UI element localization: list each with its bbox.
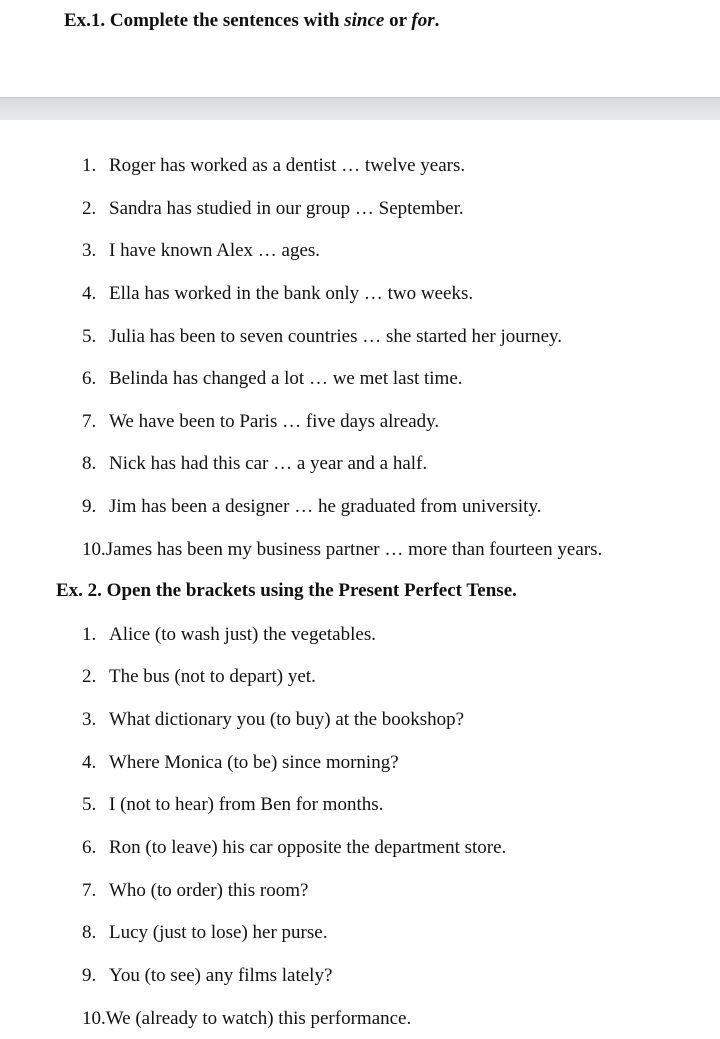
list-item-number: 10. [82, 539, 106, 560]
ex1-list-item [82, 539, 602, 561]
ex1-list-item [82, 496, 541, 518]
list-item-number: 3. [82, 709, 97, 730]
list-item-text: Lucy (just to lose) her purse. [109, 922, 328, 943]
ex2-list-item [82, 1008, 411, 1030]
ex1-list-item [82, 198, 464, 220]
ex1-list-item [82, 283, 473, 305]
list-item-text: Alice (to wash just) the vegetables. [109, 624, 376, 645]
ex2-list-item [82, 709, 464, 731]
list-item-number: 10. [82, 1008, 106, 1029]
list-item-text: Roger has worked as a dentist … twelve years. [109, 155, 466, 176]
ex1-list-item [82, 411, 439, 433]
page-top-section [0, 0, 720, 97]
list-item-text: Sandra has studied in our group … September. [109, 198, 464, 219]
exercise-1-title-text: Ex.1. Complete the sentences with [64, 10, 345, 31]
ex2-list-item [82, 794, 383, 816]
ex1-list-item [82, 368, 463, 390]
list-item-number: 8. [82, 453, 97, 474]
list-item-number: 1. [82, 624, 97, 645]
ex1-list-item [82, 240, 320, 262]
ex2-list-item [82, 837, 506, 859]
list-item-text: Nick has had this car … a year and a half. [109, 453, 428, 474]
list-item-text: You (to see) any films lately? [109, 965, 333, 986]
ex2-list-item [82, 666, 316, 688]
list-item-text: I (not to hear) from Ben for months. [109, 794, 384, 815]
list-item-text: Jim has been a designer … he graduated from university. [109, 496, 542, 517]
list-item-text: Julia has been to seven countries … she started her journey. [109, 326, 563, 347]
list-item-text: We have been to Paris … five days already. [109, 411, 440, 432]
list-item-number: 8. [82, 922, 97, 943]
list-item-text: I have known Alex … ages. [109, 240, 321, 261]
page-gap-divider [0, 97, 720, 121]
list-item-text: Belinda has changed a lot … we met last time. [109, 368, 463, 389]
exercise-1-title-end: . [434, 10, 440, 31]
list-item-number: 7. [82, 411, 97, 432]
list-item-number: 2. [82, 666, 97, 687]
list-item-text: We (already to watch) this performance. [105, 1008, 412, 1029]
exercise-1-title-since: since [344, 10, 385, 31]
list-item-number: 6. [82, 368, 97, 389]
ex1-list-item [82, 155, 465, 177]
list-item-number: 7. [82, 880, 97, 901]
list-item-number: 9. [82, 965, 97, 986]
ex2-list-item [82, 880, 308, 902]
list-item-number: 4. [82, 283, 97, 304]
list-item-number: 9. [82, 496, 97, 517]
ex2-list-item [82, 752, 399, 774]
list-item-text: Where Monica (to be) since morning? [109, 752, 399, 773]
exercise-1-title-or: or [384, 10, 412, 31]
list-item-text: Ella has worked in the bank only … two weeks. [109, 283, 474, 304]
list-item-number: 4. [82, 752, 97, 773]
ex2-list-item [82, 965, 332, 987]
list-item-text: James has been my business partner … more than fourteen years. [105, 539, 603, 560]
ex1-list-item [82, 453, 427, 475]
list-item-number: 3. [82, 240, 97, 261]
exercise-1-title [64, 10, 439, 32]
list-item-number: 6. [82, 837, 97, 858]
exercise-1-title-for: for [411, 10, 435, 31]
list-item-number: 5. [82, 326, 97, 347]
list-item-number: 2. [82, 198, 97, 219]
ex2-list-item [82, 624, 376, 646]
list-item-text: Ron (to leave) his car opposite the department store. [109, 837, 507, 858]
ex2-list-item [82, 922, 327, 944]
ex1-list-item [82, 326, 562, 348]
list-item-number: 1. [82, 155, 97, 176]
list-item-number: 5. [82, 794, 97, 815]
list-item-text: What dictionary you (to buy) at the bookshop? [109, 709, 465, 730]
list-item-text: The bus (not to depart) yet. [109, 666, 316, 687]
list-item-text: Who (to order) this room? [109, 880, 309, 901]
exercise-2-title: Ex. 2. Open the brackets using the Present Perfect Tense. [56, 580, 517, 601]
